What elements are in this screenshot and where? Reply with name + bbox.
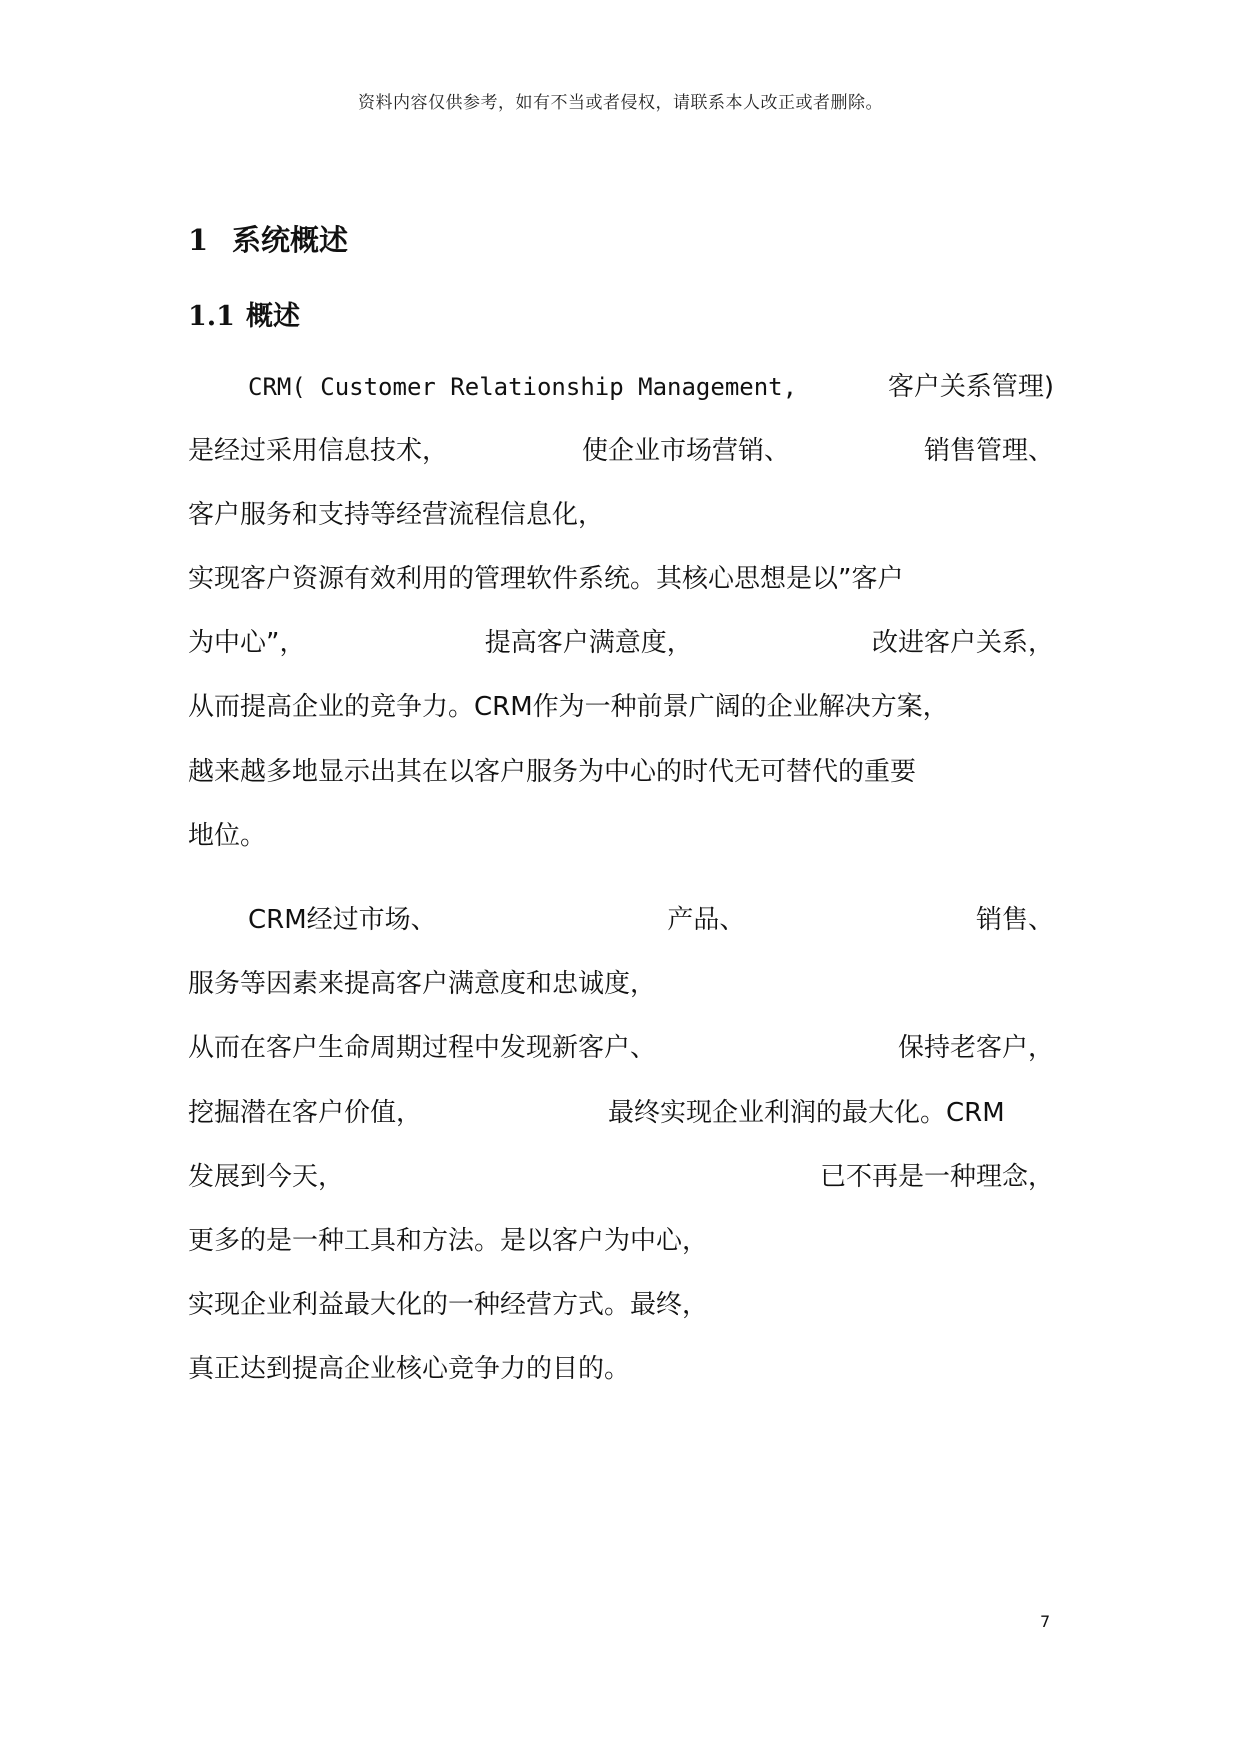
paragraph2-line1 [188, 900, 1054, 940]
paragraph2-line2: 服务等因素来提高客户满意度和忠诚度， [188, 969, 657, 999]
paragraph1-line8: 地位。 [188, 821, 267, 851]
paragraph2-line3-seg1: 从而在客户生命周期过程中发现新客户、 [188, 1033, 657, 1063]
paragraph1-line5-seg2: 提高客户满意度， [484, 628, 693, 658]
paragraph1-line7: 越来越多地显示出其在以客户服务为中心的时代无可替代的重要 [188, 757, 917, 787]
page-number: 7 [1040, 1612, 1051, 1631]
paragraph1-line2-seg2: 使企业市场营销、 [581, 436, 790, 466]
paragraph1-line3: 客户服务和支持等经营流程信息化， [188, 500, 605, 530]
subsection-heading [188, 294, 300, 333]
paragraph1-line5-seg3: 改进客户关系， [871, 628, 1054, 658]
paragraph2-line7: 实现企业利益最大化的一种经营方式。最终， [188, 1290, 709, 1320]
subsection-title: 概述 [246, 301, 300, 332]
paragraph1-line1 [188, 367, 1054, 407]
paragraph2-line4-seg2: 最终实现企业利润的最大化。CRM [608, 1098, 1005, 1128]
paragraph2-line4-seg1: 挖掘潜在客户价值， [188, 1098, 423, 1128]
paragraph1-line4: 实现客户资源有效利用的管理软件系统。其核心思想是以”客户 [188, 564, 904, 594]
section-title: 系统概述 [232, 223, 349, 257]
header-disclaimer: 资料内容仅供参考，如有不当或者侵权，请联系本人改正或者删除。 [358, 93, 883, 113]
paragraph1-line2 [188, 431, 1054, 471]
paragraph2-line1-seg3: 销售、 [975, 905, 1054, 935]
paragraph2-line1-seg2: 产品、 [667, 905, 746, 935]
paragraph1-line1-seg1: CRM( Customer Relationship Management, [248, 373, 798, 401]
paragraph2-line3 [188, 1028, 1054, 1068]
paragraph1-line1-seg2: 客户关系管理) [887, 372, 1054, 402]
paragraph2-line4 [188, 1093, 1054, 1133]
paragraph1-line5-seg1: 为中心”， [188, 628, 306, 658]
paragraph2-line5-seg1: 发展到今天， [188, 1162, 345, 1192]
paragraph2-line1-seg1: CRM经过市场、 [248, 905, 437, 935]
section-heading [188, 218, 348, 259]
paragraph1-line5 [188, 623, 1054, 663]
paragraph2-line8: 真正达到提高企业核心竞争力的目的。 [188, 1354, 631, 1384]
paragraph1-line2-seg3: 销售管理、 [923, 436, 1054, 466]
paragraph1-line6: 从而提高企业的竞争力。CRM作为一种前景广阔的企业解决方案， [188, 692, 949, 722]
paragraph1-line2-seg1: 是经过采用信息技术， [188, 436, 449, 466]
section-number: 1 [188, 223, 209, 257]
paragraph2-line6: 更多的是一种工具和方法。是以客户为中心， [188, 1226, 709, 1256]
paragraph2-line3-seg2: 保持老客户， [897, 1033, 1054, 1063]
paragraph2-line5 [188, 1157, 1054, 1197]
subsection-number: 1.1 [188, 301, 235, 332]
paragraph2-line5-seg2: 已不再是一种理念， [819, 1162, 1054, 1192]
